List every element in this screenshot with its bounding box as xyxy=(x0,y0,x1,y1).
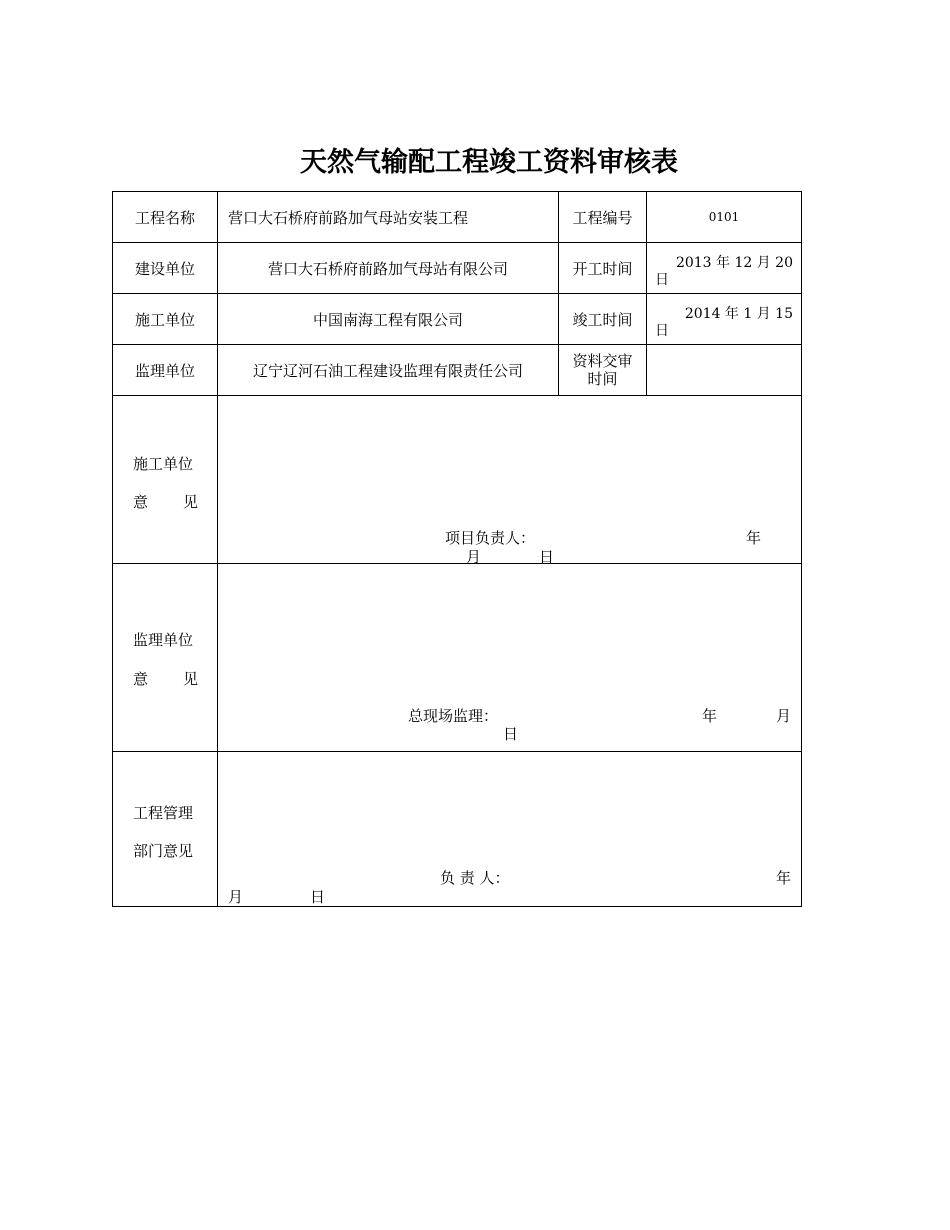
management-opinion-label-cell xyxy=(113,752,218,907)
row-supervisor xyxy=(113,345,802,396)
management-opinion-area xyxy=(218,752,802,907)
contractor-sign-year: 年 xyxy=(746,529,762,547)
contractor-opinion-label-cell xyxy=(113,396,218,564)
management-sign-year: 年 xyxy=(776,869,792,887)
contractor-opinion-label-1: 施工单位 xyxy=(133,455,194,473)
row-builder xyxy=(113,243,802,294)
builder-label: 建设单位 xyxy=(113,243,218,294)
finish-date-day: 日 xyxy=(655,322,669,339)
management-sign-day: 日 xyxy=(310,888,326,906)
supervisor-sign-year: 年 xyxy=(702,707,718,725)
contractor-sign-month: 月 xyxy=(466,548,482,566)
start-date-text: 2013 年 12 月 20 xyxy=(675,254,793,271)
supervisor-label: 监理单位 xyxy=(113,345,218,396)
submit-time-label-line2: 时间 xyxy=(587,370,618,388)
contractor-opinion-label-2b: 见 xyxy=(183,493,199,511)
contractor-value: 中国南海工程有限公司 xyxy=(218,294,559,345)
contractor-opinion-area xyxy=(218,396,802,564)
review-form-table xyxy=(112,191,802,907)
finish-time-label: 竣工时间 xyxy=(559,294,647,345)
supervisor-sign-month: 月 xyxy=(776,707,792,725)
management-opinion-label-1: 工程管理 xyxy=(133,804,194,822)
row-contractor xyxy=(113,294,802,345)
row-supervisor-opinion xyxy=(113,564,802,752)
supervisor-signer-label: 总现场监理： xyxy=(408,707,499,725)
supervisor-sign-day: 日 xyxy=(503,725,519,743)
supervisor-value: 辽宁辽河石油工程建设监理有限责任公司 xyxy=(218,345,559,396)
supervisor-opinion-label-2b: 见 xyxy=(183,670,199,688)
contractor-sign-day: 日 xyxy=(539,548,555,566)
start-time-cell xyxy=(647,243,802,294)
management-signer-label: 负 责 人： xyxy=(440,869,510,887)
supervisor-opinion-label-2a: 意 xyxy=(133,670,149,688)
project-name-value: 营口大石桥府前路加气母站安装工程 xyxy=(218,192,559,243)
project-name-label: 工程名称 xyxy=(113,192,218,243)
row-contractor-opinion xyxy=(113,396,802,564)
submit-time-label-line1: 资料交审 xyxy=(572,352,633,370)
start-time-label: 开工时间 xyxy=(559,243,647,294)
start-date-day: 日 xyxy=(655,271,669,288)
finish-date-text: 2014 年 1 月 15 xyxy=(684,305,793,322)
management-opinion-label-2: 部门意见 xyxy=(133,842,194,860)
contractor-signer-label: 项目负责人： xyxy=(445,529,536,547)
page-title: 天然气输配工程竣工资料审核表 xyxy=(300,147,678,178)
supervisor-opinion-label-1: 监理单位 xyxy=(133,631,194,649)
supervisor-opinion-label-cell xyxy=(113,564,218,752)
submit-time-value xyxy=(647,345,802,396)
submit-time-label xyxy=(559,345,647,396)
finish-time-cell xyxy=(647,294,802,345)
contractor-opinion-label-2a: 意 xyxy=(133,493,149,511)
contractor-label: 施工单位 xyxy=(113,294,218,345)
row-project-name xyxy=(113,192,802,243)
row-management-opinion xyxy=(113,752,802,907)
management-sign-month: 月 xyxy=(228,888,244,906)
builder-value: 营口大石桥府前路加气母站有限公司 xyxy=(218,243,559,294)
project-no-value: 0101 xyxy=(647,192,802,243)
supervisor-opinion-area xyxy=(218,564,802,752)
project-no-label: 工程编号 xyxy=(559,192,647,243)
